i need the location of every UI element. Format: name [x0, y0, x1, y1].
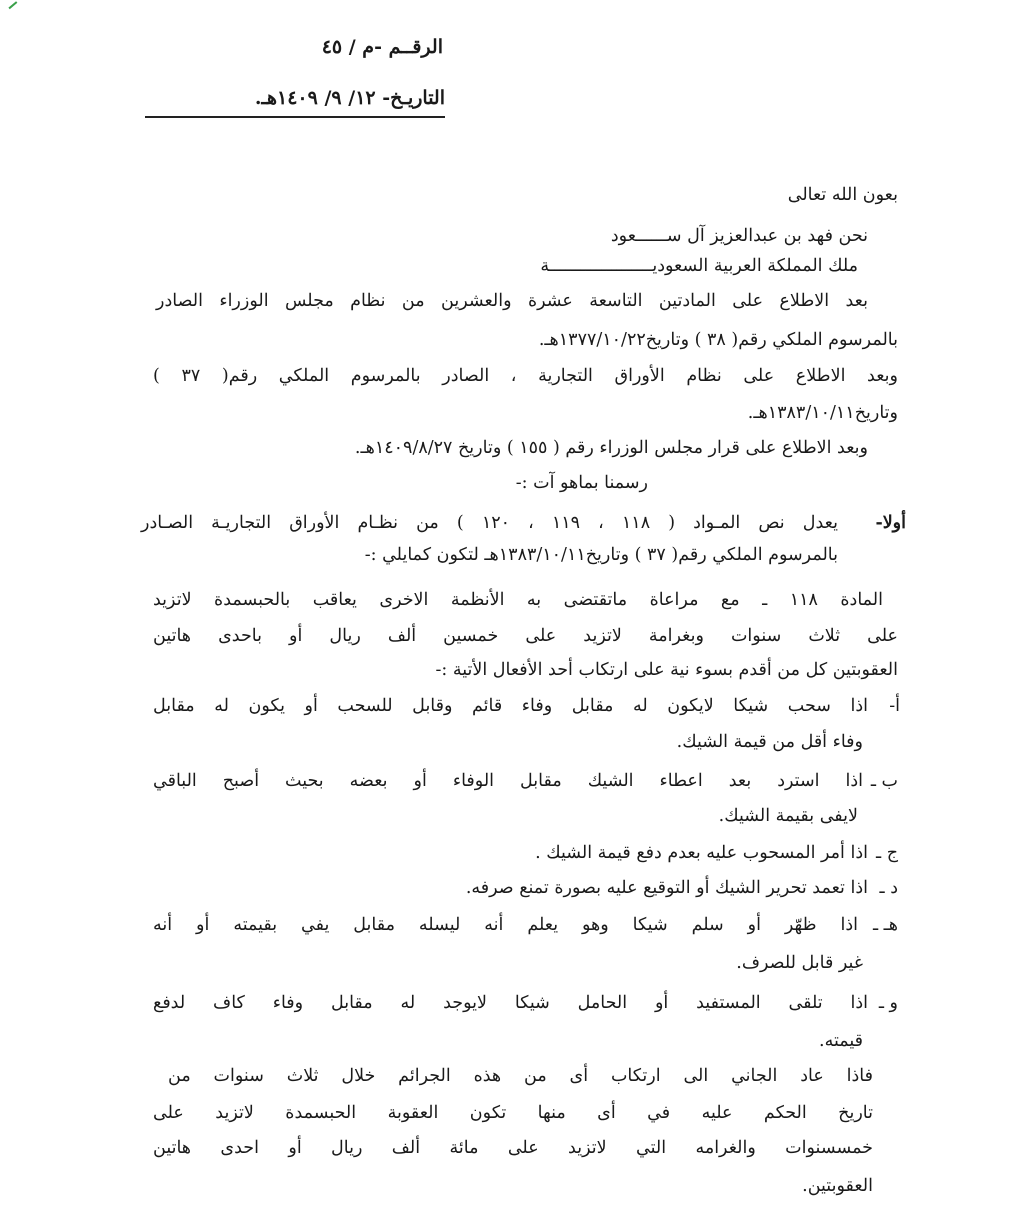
repeat-clause-line-1: فاذا عاد الجاني الى ارتكاب أى من هذه الجرائم خلال ثلاث سنوات من	[168, 1066, 873, 1086]
item-e-line-2: غير قابل للصرف.	[736, 953, 863, 973]
corner-mark	[2, 0, 17, 9]
item-c-line-1: اذا أمر المسحوب عليه بعدم دفع قيمة الشيك .	[535, 843, 868, 863]
article-118-line-3: العقوبتين كل من أقدم بسوء نية على ارتكاب أحد الأفعال الأتية :-	[435, 660, 898, 680]
item-a-letter: أ-	[889, 696, 900, 716]
repeat-clause-line-4: العقوبتين.	[802, 1176, 873, 1196]
article-118-line-1: المادة ١١٨ ـ مع مراعاة ماتقتضى به الأنظمة الاخرى يعاقب بالحبسمدة لاتزيد	[153, 590, 883, 610]
article-first-label: أولا-	[875, 513, 906, 533]
article-first-line-2: بالمرسوم الملكي رقم( ٣٧ ) وتاريخ١٣٨٣/١٠/١١هـ لتكون كمايلي :-	[364, 545, 838, 565]
article-118-line-2: على ثلاث سنوات وبغرامة لاتزيد على خمسين ألف ريال أو باحدى هاتين	[153, 626, 898, 646]
invocation: بعون الله تعالى	[787, 185, 898, 205]
item-e-line-1: اذا ظهّر أو سلم شيكا وهو يعلم أنه ليسله مقابل يفي بقيمته أو أنه	[153, 915, 858, 935]
item-f-line-1: اذا تلقى المستفيد أو الحامل شيكا لايوجد له مقابل وفاء كاف لدفع	[153, 993, 868, 1013]
document-date: التاريـخ- ١٢/ ٩/ ١٤٠٩هـ.	[254, 87, 445, 109]
item-d-letter: د ـ	[879, 878, 898, 898]
document-header	[140, 38, 445, 118]
item-a-line-2: وفاء أقل من قيمة الشيك.	[676, 732, 863, 752]
preamble-line-5: وبعد الاطلاع على قرار مجلس الوزراء رقم ( ١٥٥ ) وتاريخ ١٤٠٩/٨/٢٧هـ.	[354, 438, 868, 458]
preamble-line-3: وبعد الاطلاع على نظام الأوراق التجارية ، الصادر بالمرسوم الملكي رقم( ٣٧ )	[153, 366, 898, 386]
item-f-letter: و ـ	[878, 993, 898, 1013]
item-a-line-1: اذا سحب شيكا لايكون له مقابل وفاء قائم وقابل للسحب أو يكون له مقابل	[153, 696, 868, 716]
decree-opening: رسمنا بماهو آت :-	[515, 473, 648, 493]
header-underline	[145, 116, 445, 118]
preamble-line-1: بعد الاطلاع على المادتين التاسعة عشرة والعشرين من نظام مجلس الوزراء الصادر	[156, 291, 868, 311]
repeat-clause-line-2: تاريخ الحكم عليه في أى منها تكون العقوبة الحبسمدة لاتزيد على	[153, 1103, 873, 1123]
issuer-name: نحن فهد بن عبدالعزيز آل ســــــعود	[610, 226, 868, 246]
item-b-letter: ب ـ	[870, 771, 898, 791]
repeat-clause-line-3: خمسسنوات والغرامه التي لاتزيد على مائة ألف ريال أو احدى هاتين	[153, 1138, 873, 1158]
issuer-title: ملك المملكة العربية السعوديــــــــــــــــــــة	[540, 256, 858, 276]
preamble-line-2: بالمرسوم الملكي رقم( ٣٨ ) وتاريخ١٣٧٧/١٠/٢٢هـ.	[538, 330, 898, 350]
item-b-line-2: لايفى بقيمة الشيك.	[718, 806, 858, 826]
item-b-line-1: اذا استرد بعد اعطاء الشيك مقابل الوفاء أو بعضه بحيث أصبح الباقي	[153, 771, 863, 791]
preamble-line-4: وتاريخ١٣٨٣/١٠/١١هـ.	[747, 403, 898, 423]
item-e-letter: هـ ـ	[872, 915, 898, 935]
article-first-line-1: يعدل نص المـواد ( ١١٨ ، ١١٩ ، ١٢٠ ) من نظـام الأوراق التجاريـة الصـادر	[141, 513, 838, 533]
reference-number: الرقــم -م / ٤٥	[321, 36, 443, 58]
item-c-letter: ج ـ	[876, 843, 898, 863]
item-f-line-2: قيمته.	[819, 1031, 863, 1051]
item-d-line-1: اذا تعمد تحرير الشيك أو التوقيع عليه بصورة تمنع صرفه.	[465, 878, 868, 898]
